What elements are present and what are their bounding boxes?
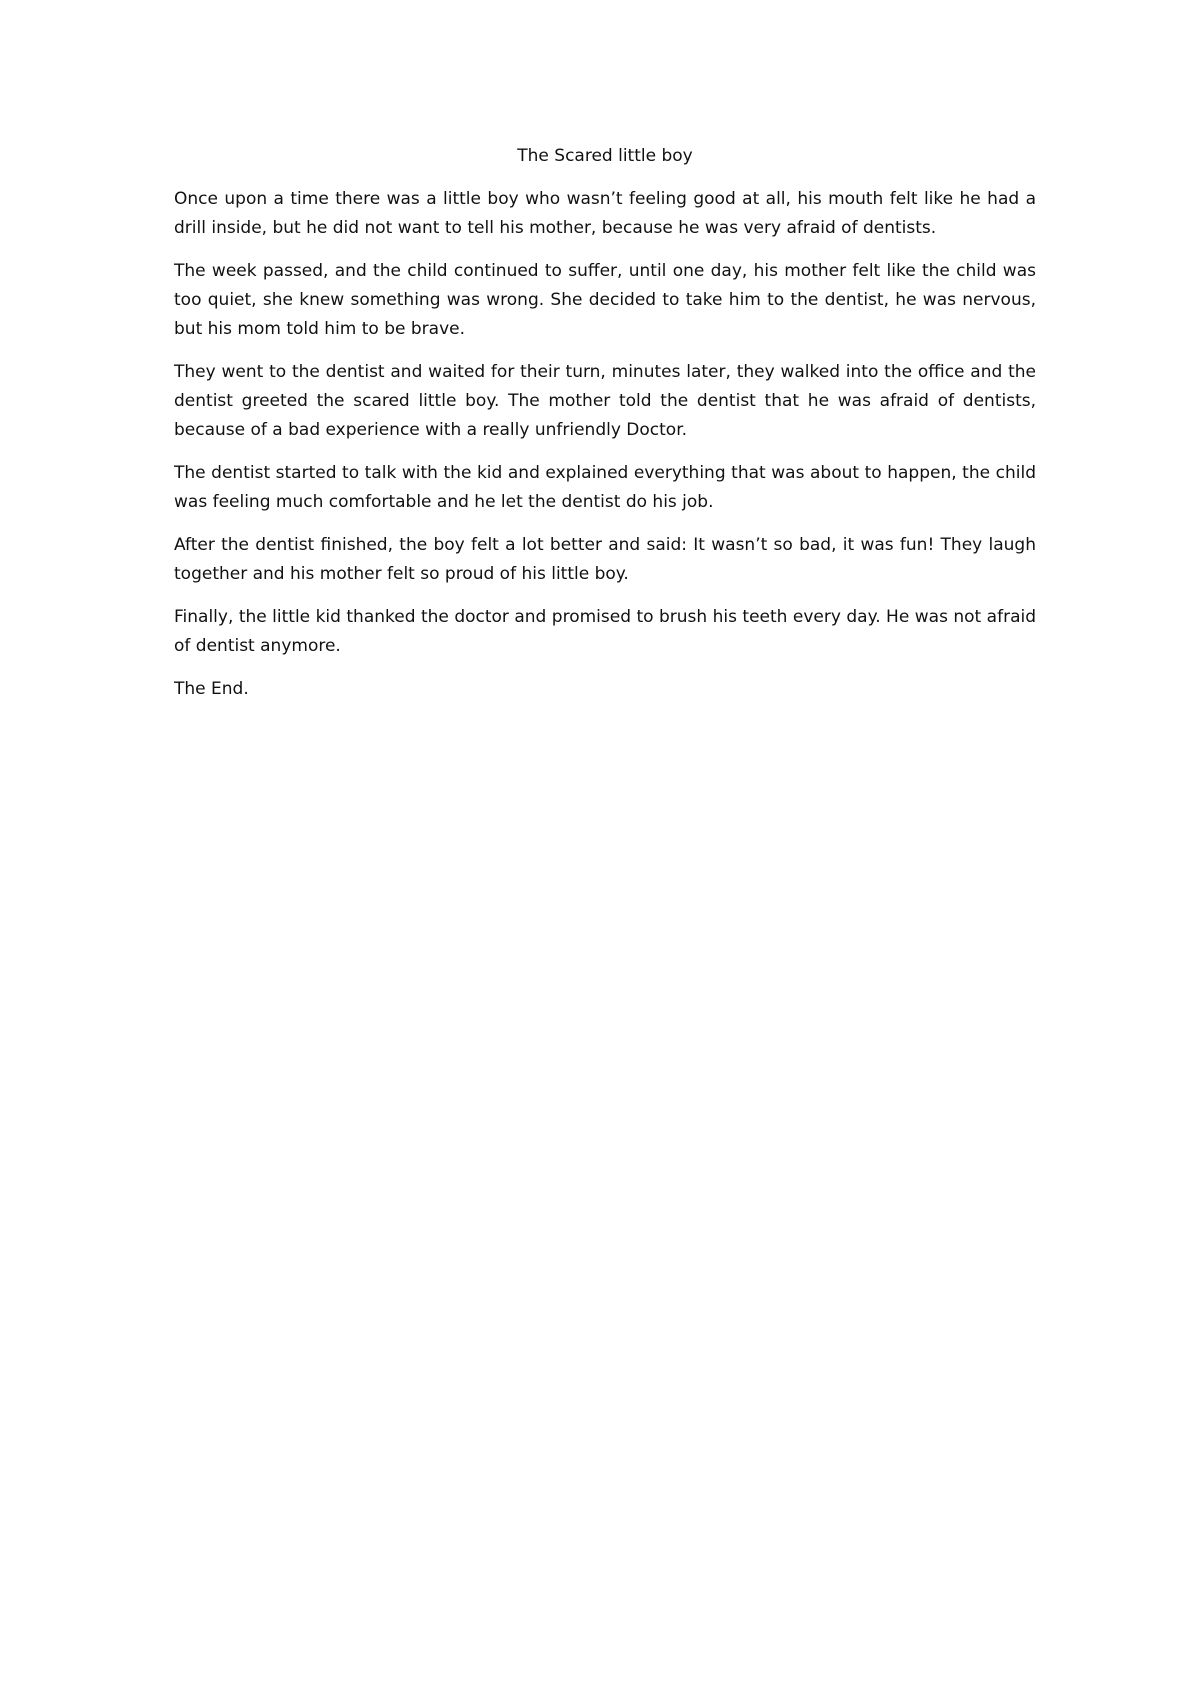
paragraph: Once upon a time there was a little boy who wasn’t feeling good at all, his mouth felt like he had a drill inside, but he did not want to tell his mother, because he was very afraid of dentists. xyxy=(174,189,1036,238)
paragraph: The dentist started to talk with the kid and explained everything that was about to happen, the child was feeling much comfortable and he let the dentist do his job. xyxy=(174,463,1036,512)
document-title: The Scared little boy xyxy=(517,146,693,166)
paragraph: The week passed, and the child continued to suffer, until one day, his mother felt like the child was too quiet, she knew something was wrong. She decided to take him to the dentist, he was nervous, but his mom told him to be brave. xyxy=(174,261,1036,339)
paragraph: Finally, the little kid thanked the doctor and promised to brush his teeth every day. He was not afraid of dentist anymore. xyxy=(174,607,1036,656)
document-body xyxy=(174,142,1036,718)
paragraph: After the dentist finished, the boy felt a lot better and said: It wasn’t so bad, it was fun! They laugh together and his mother felt so proud of his little boy. xyxy=(174,535,1036,584)
paragraph: They went to the dentist and waited for their turn, minutes later, they walked into the office and the dentist greeted the scared little boy. The mother told the dentist that he was afraid of dentists, because of a bad experience with a really unfriendly Doctor. xyxy=(174,362,1036,440)
closing-line: The End. xyxy=(174,679,249,699)
